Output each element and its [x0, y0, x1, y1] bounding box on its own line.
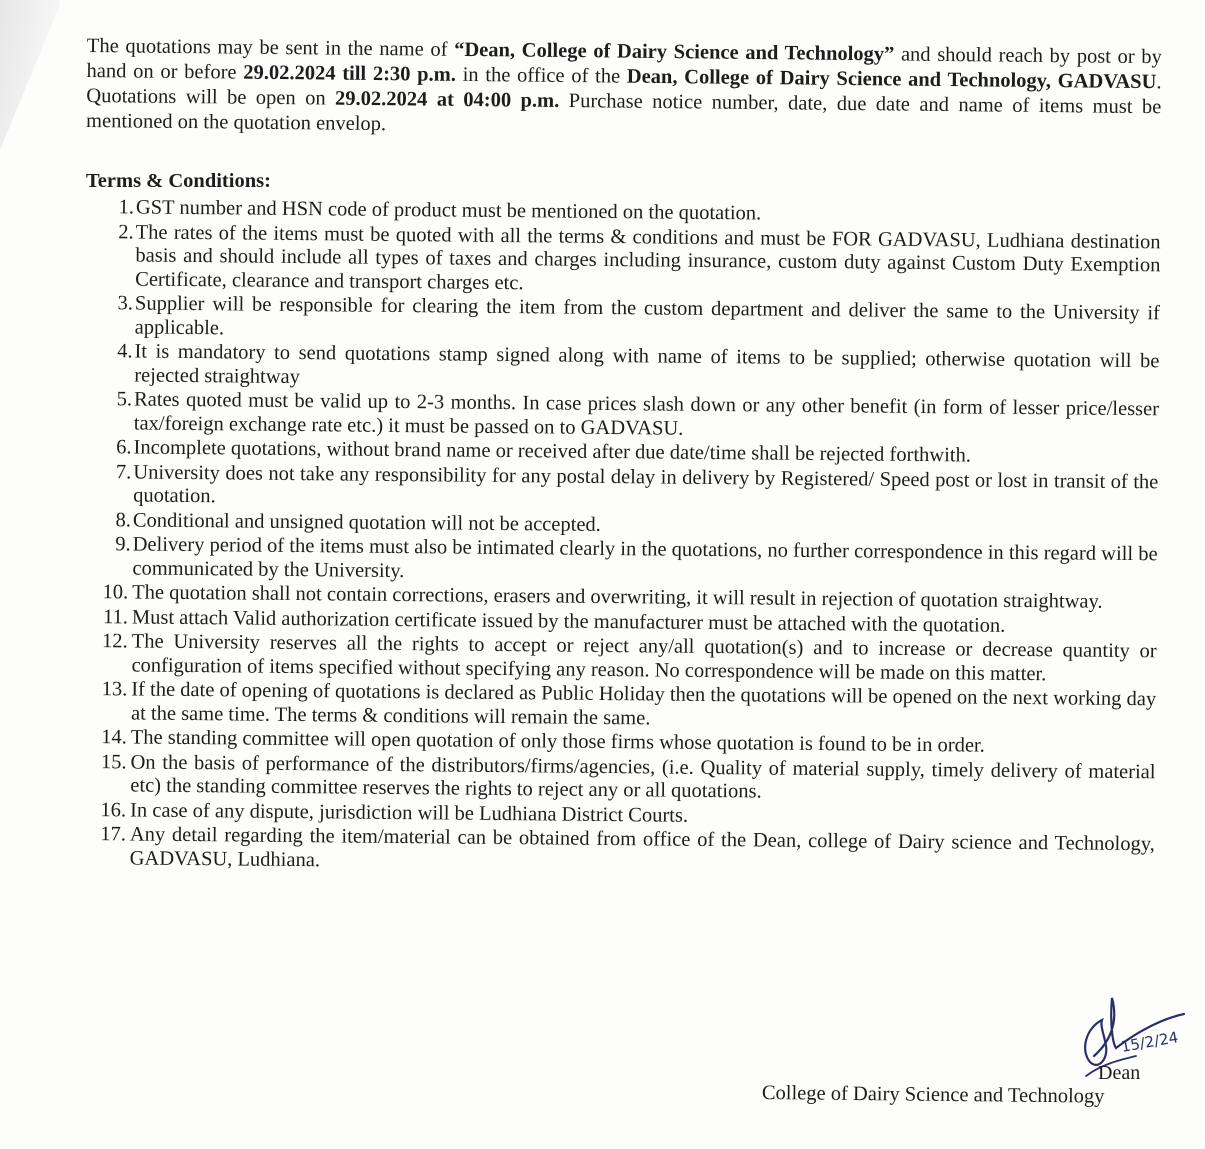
- term-text: If the date of opening of quotations is declared as Public Holiday then the quotations will be opened on the next working day at the same time. The terms & conditions will remain the same.: [130, 678, 1157, 729]
- term-text: Any detail regarding the item/material can be obtained from office of the Dean, college of Dairy science and Technology, GADVASU, Ludhiana.: [129, 823, 1155, 871]
- term-number: 16.: [100, 798, 127, 821]
- term-text: On the basis of performance of the distributors/firms/agencies, (i.e. Quality of material supply, timely delivery of material etc) the standing committee reserves the rights to reject any or all quotations.: [130, 750, 1156, 803]
- intro-text-2: and should reach by post or by hand on or before: [86, 43, 1162, 84]
- term-number: 15.: [100, 750, 127, 773]
- term-number: 11.: [102, 605, 129, 628]
- intro-text-3: in the office of the: [455, 63, 627, 88]
- intro-bold-office: Dean, College of Dairy Science and Technology, GADVASU: [626, 65, 1157, 94]
- intro-paragraph: [86, 34, 1162, 145]
- term-number: 14.: [101, 726, 127, 749]
- term-text: GST number and HSN code of product must be mentioned on the quotation.: [135, 196, 762, 225]
- intro-bold-deadline: 29.02.2024 till 2:30 p.m.: [243, 61, 457, 86]
- signatory-organization: College of Dairy Science and Technology: [761, 1082, 1105, 1108]
- term-number: 2.: [118, 220, 134, 243]
- term-item: [80, 823, 1155, 880]
- term-text: Incomplete quotations, without brand name or received after due date/time shall be rejected forthwith.: [133, 436, 972, 467]
- term-text: Must attach Valid authorization certificate issued by the manufacturer must be attached with the quotation.: [131, 605, 1006, 637]
- term-item: [85, 220, 1161, 301]
- term-text: Delivery period of the items must also be intimated clearly in the quotations, no further correspondence in this regard will be communicated by the University.: [132, 533, 1158, 582]
- intro-bold-opening: 29.02.2024 at 04:00 p.m.: [334, 87, 560, 112]
- term-number: 5.: [116, 388, 133, 411]
- intro-text-5: Purchase notice number, date, due date and name of items must be mentioned on the quotation envelop.: [85, 89, 1162, 136]
- term-number: 8.: [115, 508, 131, 531]
- term-text: The University reserves all the rights to accept or reject any/all quotation(s) and to increase or decrease quantity or configuration of items specified without specifying any reason. No correspondence will be made on this matter.: [131, 630, 1157, 685]
- term-text: The standing committee will open quotation of only those firms whose quotation is found to be in order.: [130, 726, 985, 757]
- terms-heading: Terms & Conditions:: [86, 170, 271, 192]
- term-text: Rates quoted must be valid up to 2-3 months. In case prices slash down or any other benefit (in form of lesser price/lesser tax/foreign exchange rate etc.) it must be passed on to GADVASU.: [133, 388, 1160, 440]
- page-fold-shadow: [0, 0, 60, 150]
- term-text: The rates of the items must be quoted with all the terms & conditions and must be FOR GADVASU, Ludhiana destination basis and should include all types of taxes and charges including insurance, custom duty against Custom Duty Exemption Certificate, clearance and transport charges etc.: [135, 220, 1161, 294]
- intro-bold-addressee: “Dean, College of Dairy Science and Technology”: [454, 38, 895, 66]
- term-number: 12.: [101, 630, 128, 653]
- term-text: University does not take any responsibility for any postal delay in delivery by Registered/ Speed post or lost in transit of the quotation.: [133, 460, 1159, 508]
- intro-text-4: . Quotations will be open on: [86, 71, 1162, 110]
- term-number: 9.: [115, 533, 131, 556]
- terms-list: [80, 196, 1161, 881]
- term-text: It is mandatory to send quotations stamp signed along with name of items to be supplied; otherwise quotation will be rejected straightway: [134, 340, 1160, 388]
- term-number: 4.: [117, 340, 133, 363]
- signatory-title: Dean: [1098, 1062, 1141, 1084]
- term-number: 1.: [118, 196, 134, 219]
- term-text: In case of any dispute, jurisdiction will be Ludhiana District Courts.: [130, 798, 689, 827]
- term-number: 7.: [115, 460, 132, 483]
- svg-text:15/2/24: 15/2/24: [1119, 1028, 1180, 1056]
- term-text: Supplier will be responsible for clearing the item from the custom department and deliver the same to the University if applicable.: [134, 292, 1161, 339]
- term-number: 6.: [116, 436, 132, 459]
- term-number: 3.: [117, 292, 134, 315]
- term-text: The quotation shall not contain corrections, erasers and overwriting, it will result in rejection of quotation straightway.: [132, 581, 1103, 613]
- term-number: 17.: [100, 823, 126, 846]
- term-text: Conditional and unsigned quotation will not be accepted.: [132, 508, 601, 536]
- term-number: 13.: [101, 678, 128, 701]
- intro-text-1: The quotations may be sent in the name of: [86, 34, 455, 61]
- term-number: 10.: [102, 581, 129, 604]
